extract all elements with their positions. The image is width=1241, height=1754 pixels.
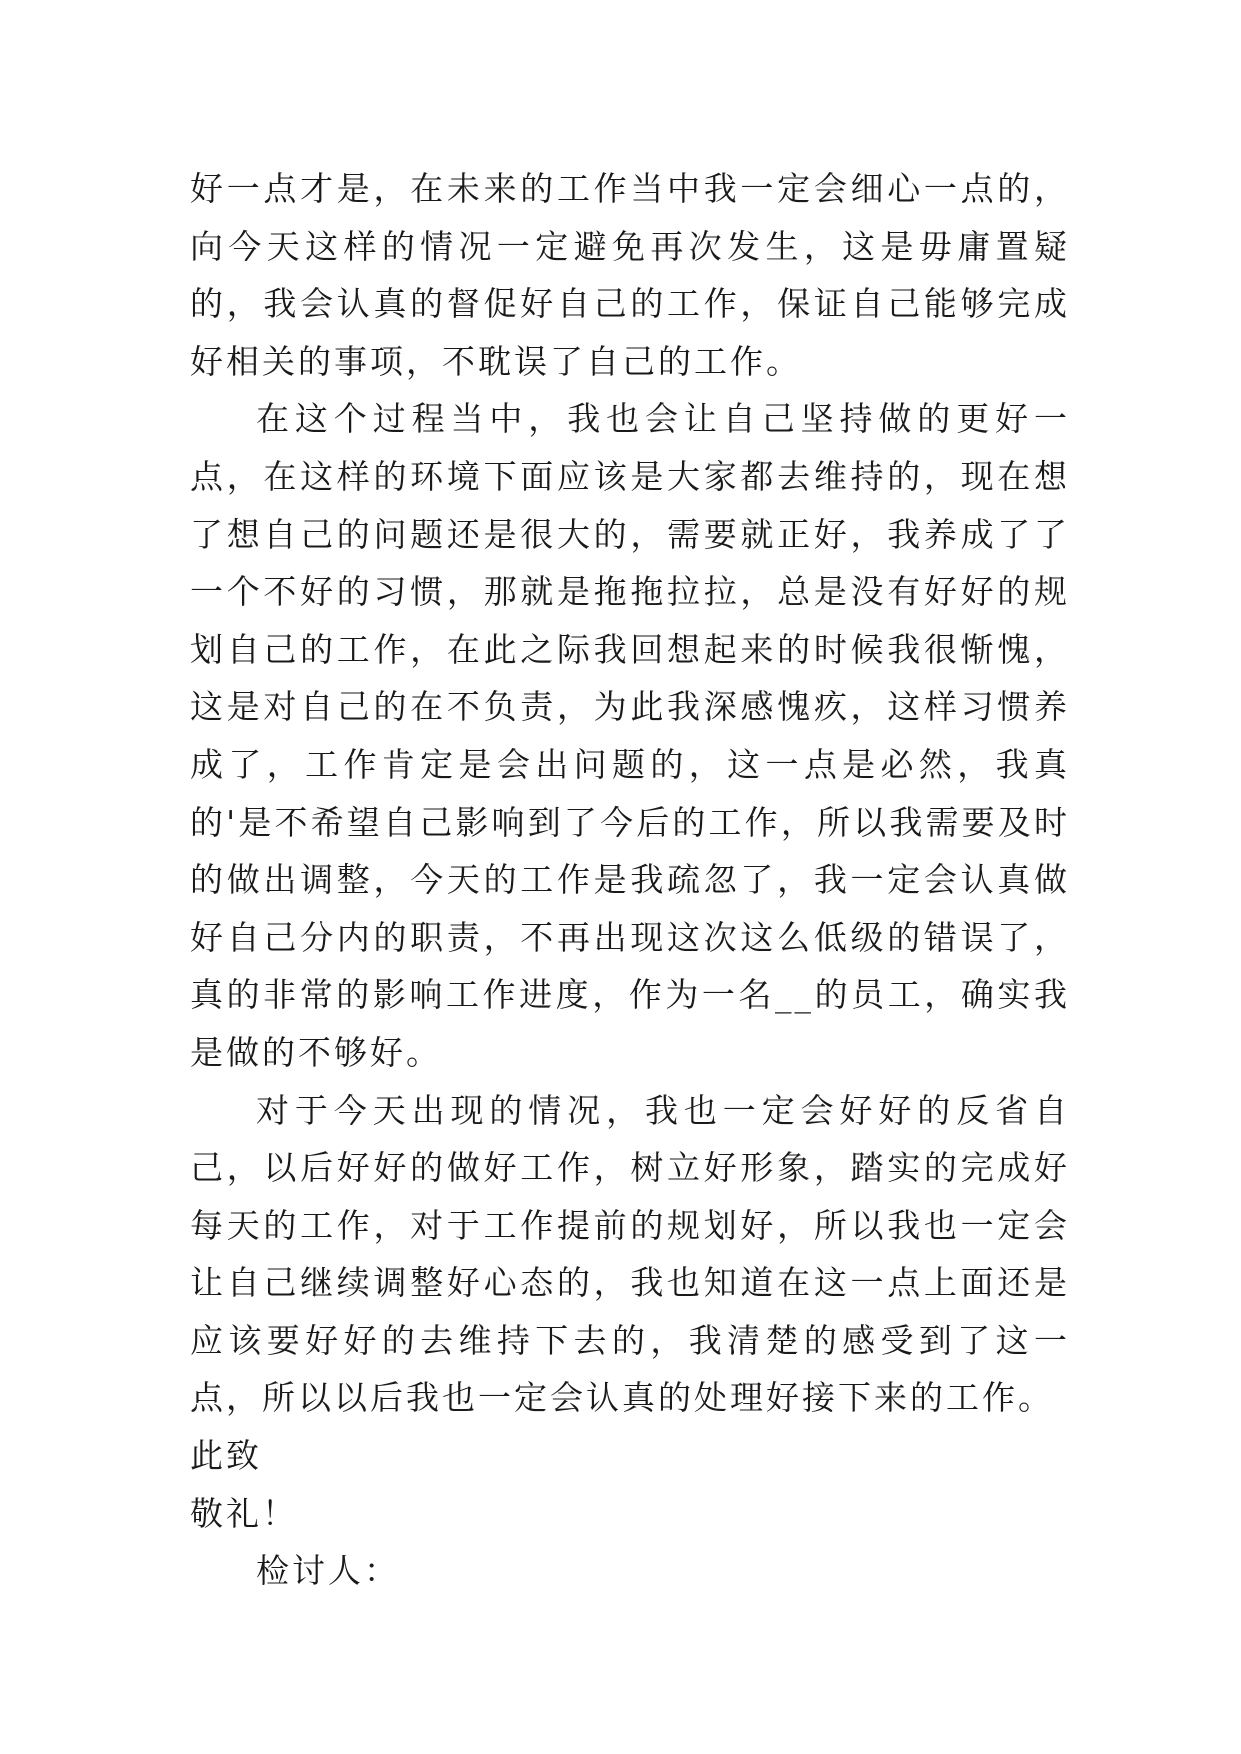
paragraph-continuation: 好一点才是，在未来的工作当中我一定会细心一点的，向今天这样的情况一定避免再次发生，这是毋庸置疑的，我会认真的督促好自己的工作，保证自己能够完成好相关的事项，不耽误了自己的工作。 <box>190 169 1070 381</box>
document-body <box>190 160 1070 1600</box>
closing-salutation: 此致 <box>190 1436 262 1476</box>
signature-label: 检讨人： <box>256 1551 400 1591</box>
paragraph-reflection: 在这个过程当中，我也会让自己坚持做的更好一点，在这样的环境下面应该是大家都去维持的，现在想了想自己的问题还是很大的，需要就正好，我养成了了一个不好的习惯，那就是拖拖拉拉，总是没有好好的规划自己的工作，在此之际我回想起来的时候我很惭愧，这是对自己的在不负责，为此我深感愧疚，这样习惯养成了，工作肯定是会出问题的，这一点是必然，我真的'是不希望自己影响到了今后的工作，所以我需要及时的做出调整，今天的工作是我疏忽了，我一定会认真做好自己分内的职责，不再出现这次这么低级的错误了，真的非常的影响工作进度，作为一名__的员工，确实我是做的不够好。 <box>190 399 1070 1072</box>
closing-regards: 敬礼！ <box>190 1493 298 1533</box>
paragraph-resolution: 对于今天出现的情况，我也一定会好好的反省自己，以后好好的做好工作，树立好形象，踏实的完成好每天的工作，对于工作提前的规划好，所以我也一定会让自己继续调整好心态的，我也知道在这一点上面还是应该要好好的去维持下去的，我清楚的感受到了这一点，所以以后我也一定会认真的处理好接下来的工作。 <box>190 1090 1070 1418</box>
